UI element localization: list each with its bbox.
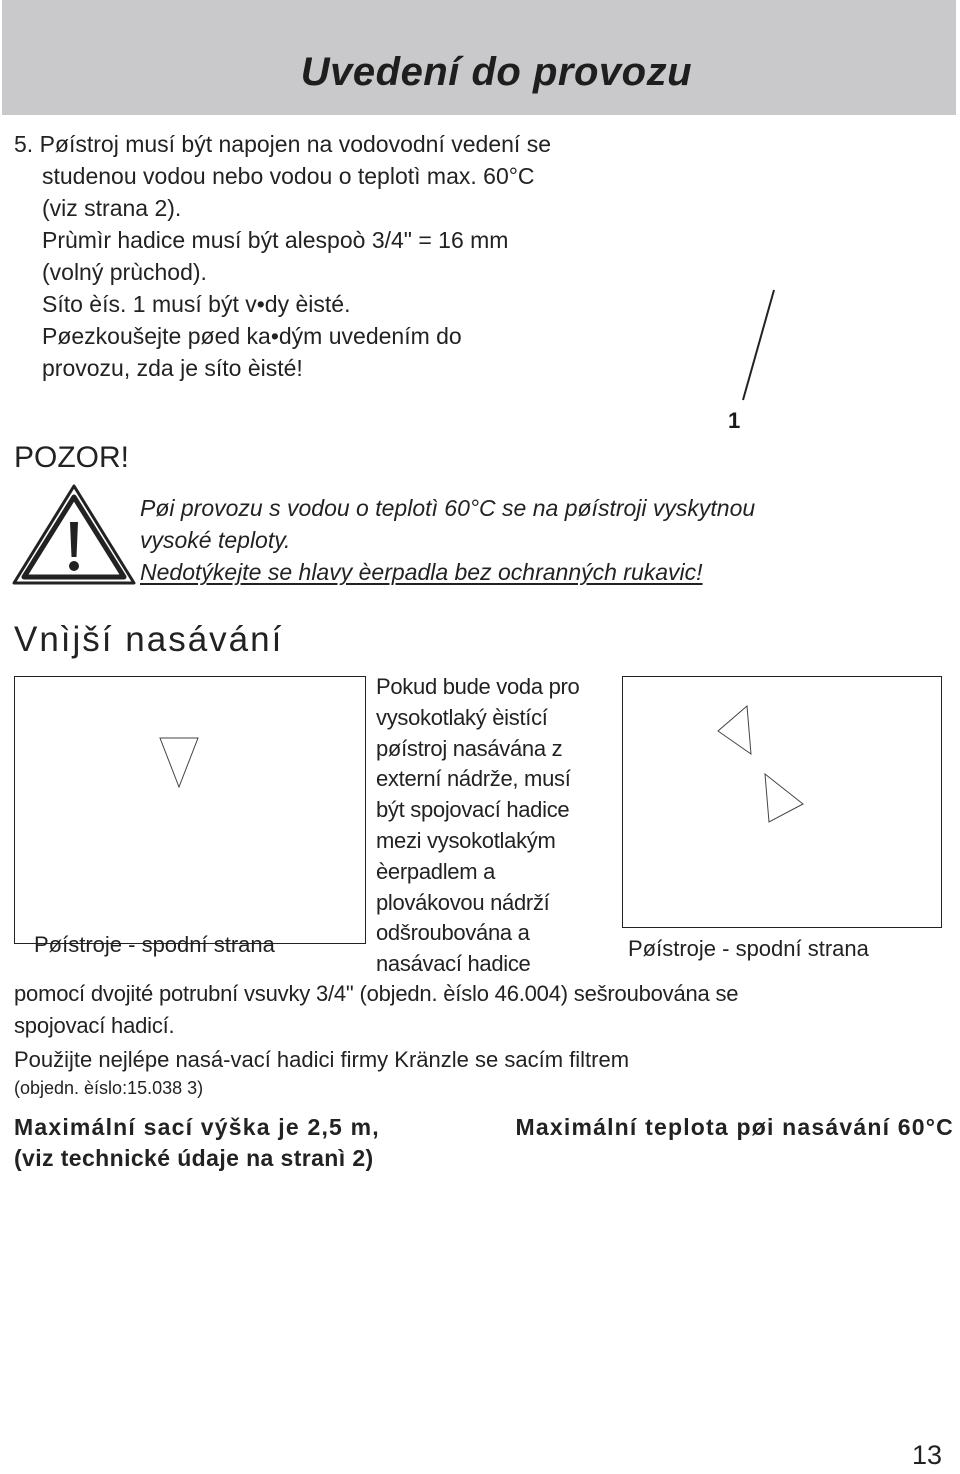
description-line: mezi vysokotlakým — [376, 827, 556, 853]
image-frame-left — [14, 676, 366, 944]
description-line: pøístroj nasávána z — [376, 735, 563, 761]
description-line: Pokud bude voda pro — [376, 674, 580, 699]
max-suction-temperature: Maximální teplota pøi nasávání 60°C — [515, 1114, 954, 1140]
description-line: nasávací hadice — [376, 951, 531, 977]
step-line: Pøezkoušejte pøed ka•dým uvedením do — [42, 323, 462, 349]
figure-caption-left: Pøístroje - spodní strana — [34, 932, 275, 957]
page-number: 13 — [911, 1440, 942, 1470]
order-number: (objedn. èíslo:15.038 3) — [14, 1078, 204, 1098]
body-paragraph — [14, 978, 944, 1042]
step-line: Prùmìr hadice musí být alespoò 3/4" = 16 mm — [42, 227, 509, 253]
callout-number: 1 — [728, 408, 741, 433]
body-line: Použijte nejlépe nasá-vací hadici firmy Kränzle se sacím filtrem — [14, 1047, 630, 1072]
step-line: Síto èís. 1 musí být v•dy èisté. — [42, 291, 351, 317]
spec-summary — [14, 1112, 954, 1174]
description-line: vysokotlaký èistící — [376, 704, 548, 730]
section-title: Vnìjší nasávání — [14, 620, 284, 659]
description-line: èerpadlem a — [376, 858, 495, 884]
warning-text — [140, 492, 840, 588]
step-line: 5. Pøístroj musí být napojen na vodovodní vedení se — [14, 131, 551, 157]
warning-heading: POZOR! — [14, 441, 130, 474]
callout-line — [741, 289, 775, 401]
figure-description — [376, 672, 616, 980]
warning-line: Pøi provozu s vodou o teplotì 60°C se na pøístroji vyskytnou — [140, 495, 756, 521]
step-line: studenou vodou nebo vodou o teplotì max. 60°C — [42, 163, 535, 189]
spec-reference: (viz technické údaje na stranì 2) — [14, 1145, 374, 1171]
figure-caption-right: Pøístroje - spodní strana — [628, 936, 869, 961]
step-line: provozu, zda je síto èisté! — [42, 355, 303, 381]
step-line: (volný prùchod). — [42, 259, 207, 285]
step-line: (viz strana 2). — [42, 195, 182, 221]
description-line: plovákovou nádrží — [376, 889, 550, 915]
triangle-marker-icon — [763, 773, 805, 827]
hose-recommendation — [14, 1046, 944, 1102]
description-line: odšroubována a — [376, 920, 530, 946]
triangle-marker-icon — [717, 705, 757, 757]
image-frame-right — [622, 676, 942, 928]
body-line: pomocí dvojité potrubní vsuvky 3/4" (objedn. èíslo 46.004) sešroubována se — [14, 981, 739, 1006]
step-5-instructions — [14, 128, 654, 384]
body-line: spojovací hadicí. — [14, 1013, 175, 1038]
page-title: Uvedení do provozu — [300, 50, 692, 94]
warning-triangle-icon — [12, 484, 136, 586]
description-line: být spojovací hadice — [376, 797, 570, 823]
warning-emphasis: Nedotýkejte se hlavy èerpadla bez ochranných rukavic! — [140, 559, 703, 585]
warning-line: vysoké teploty. — [140, 527, 291, 553]
description-line: externí nádrže, musí — [376, 766, 571, 792]
max-suction-height: Maximální sací výška je 2,5 m, — [14, 1114, 380, 1140]
triangle-marker-icon — [159, 737, 199, 789]
